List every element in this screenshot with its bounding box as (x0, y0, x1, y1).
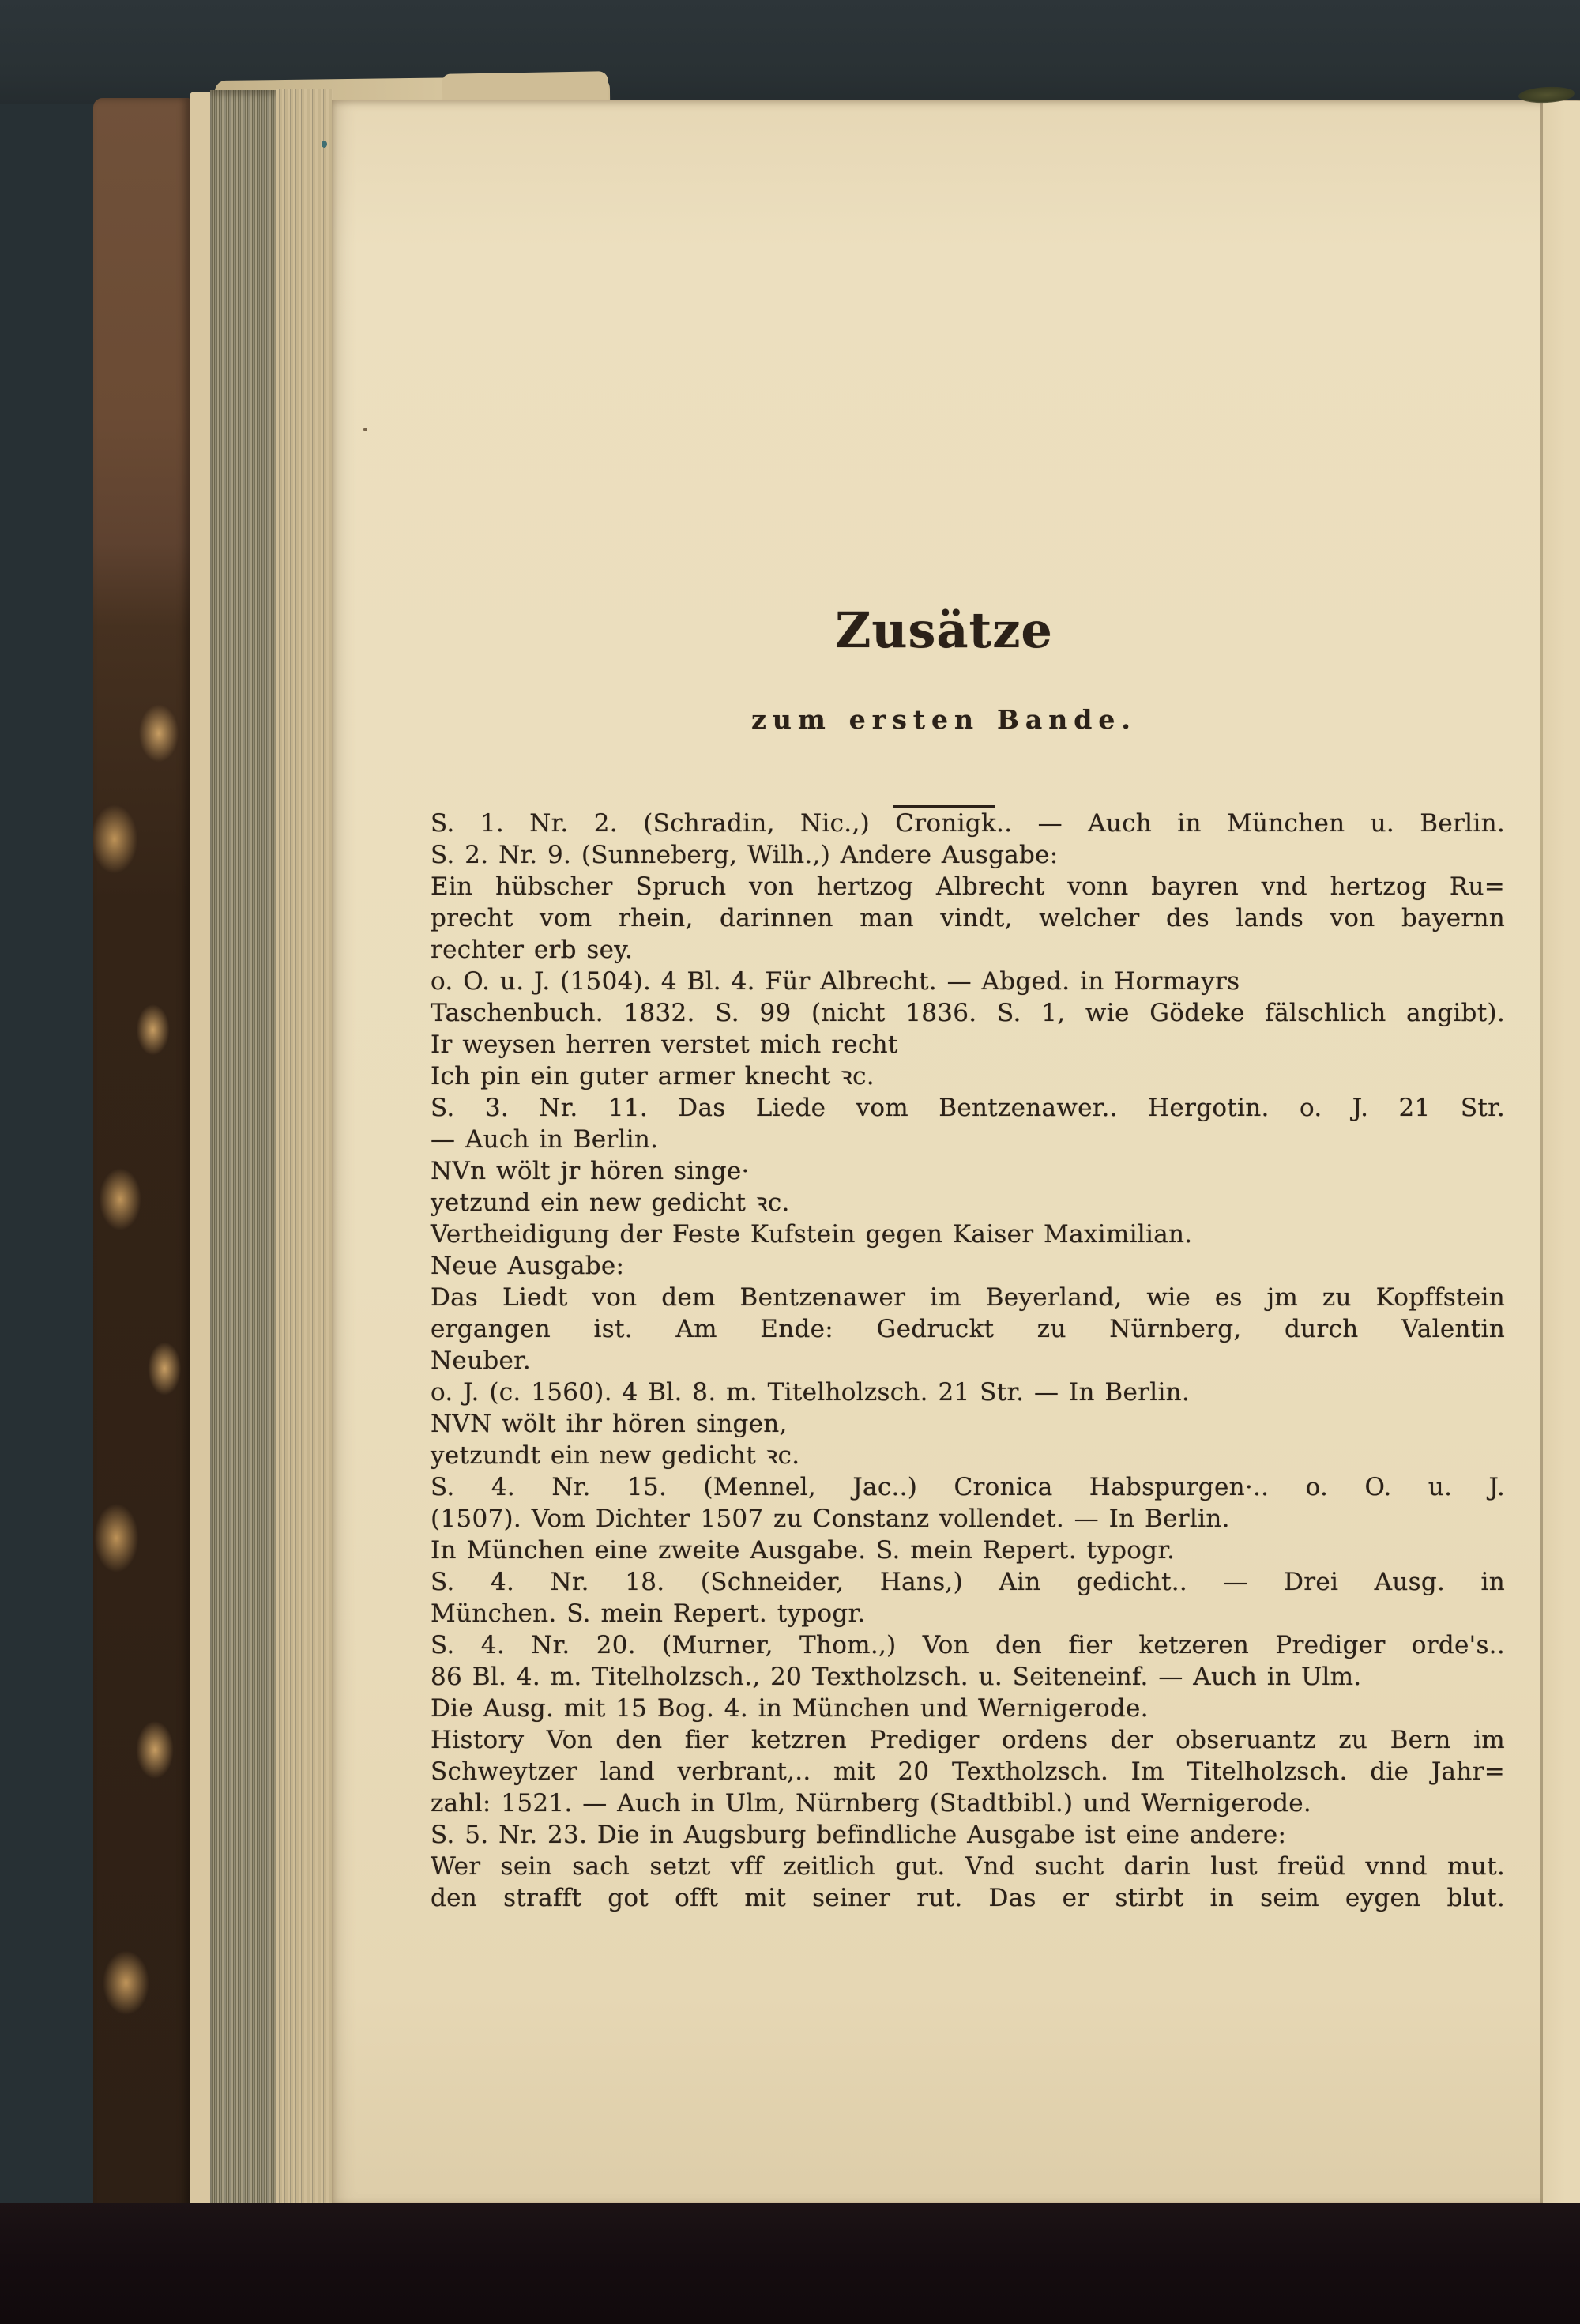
divider-rule (893, 805, 995, 808)
text-line: München. S. mein Repert. typogr. (431, 1599, 866, 1628)
verse-line: yetzund ein new gedicht ꝛc. (431, 1188, 790, 1217)
page-text (431, 593, 1505, 1914)
verse-line: yetzundt ein new gedicht ꝛc. (431, 1441, 800, 1470)
section-subtitle: zum ersten Bande. (751, 704, 1137, 735)
text-line: Neue Ausgabe: (431, 1252, 625, 1280)
page-fold-line (1540, 103, 1543, 2203)
page-edge-stack-3 (276, 89, 333, 2224)
background-bottom (0, 2203, 1580, 2324)
text-line: o. J. (c. 1560). 4 Bl. 8. m. Titelholzsch. 21 Str. — In Berlin. (431, 1378, 1191, 1407)
entry-line: S. 1. Nr. 2. (Schradin, Nic.,) Cronigk.. — Auch in München u. Berlin. (431, 809, 1505, 838)
text-line: History Von den fier ketzren Prediger ordens der obseruantz zu Bern im (431, 1726, 1505, 1754)
text-line: Schweytzer land verbrant,.. mit 20 Textholzsch. Im Titelholzsch. die Jahr= (431, 1757, 1505, 1786)
text-line: In München eine zweite Ausgabe. S. mein Repert. typogr. (431, 1536, 1176, 1565)
text-line: Wer sein sach setzt vff zeitlich gut. Vnd sucht darin lust freüd vnnd mut. (431, 1852, 1505, 1881)
text-line: Das Liedt von dem Bentzenawer im Beyerland, wie es jm zu Kopffstein (431, 1283, 1505, 1312)
entry-line: S. 5. Nr. 23. Die in Augsburg befindliche Ausgabe ist eine andere: (431, 1821, 1287, 1849)
text-line: Vertheidigung der Feste Kufstein gegen Kaiser Maximilian. (431, 1220, 1193, 1249)
entry-line: S. 4. Nr. 15. (Mennel, Jac..) Cronica Habspurgen·.. o. O. u. J. (431, 1473, 1505, 1501)
entry-line: S. 3. Nr. 11. Das Liede vom Bentzenawer.. Hergotin. o. J. 21 Str. (431, 1094, 1505, 1122)
verse-line: Ich pin ein guter armer knecht ꝛc. (431, 1062, 875, 1090)
text-line: (1507). Vom Dichter 1507 zu Constanz vollendet. — In Berlin. (431, 1505, 1230, 1533)
entry-line: S. 4. Nr. 18. (Schneider, Hans,) Ain gedicht.. — Drei Ausg. in (431, 1568, 1505, 1596)
page-speck (322, 141, 327, 148)
text-line: den strafft got offt mit seiner rut. Das er stirbt in seim eygen blut. (431, 1884, 1505, 1912)
verse-line: NVn wölt jr hören singe· (431, 1157, 750, 1185)
next-page-sliver (1543, 101, 1580, 2205)
page-speck-2 (363, 428, 367, 431)
text-line: — Auch in Berlin. (431, 1125, 659, 1154)
text-line: zahl: 1521. — Auch in Ulm, Nürnberg (Stadtbibl.) und Wernigerode. (431, 1789, 1312, 1817)
page-edge-stack-2 (210, 90, 276, 2224)
text-line: Neuber. (431, 1347, 531, 1375)
text-line: 86 Bl. 4. m. Titelholzsch., 20 Textholzsch. u. Seiteneinf. — Auch in Ulm. (431, 1663, 1362, 1691)
book-spine-marbled-board (93, 98, 190, 2216)
entry-line: S. 4. Nr. 20. (Murner, Thom.,) Von den fier ketzeren Prediger orde's.. (431, 1631, 1505, 1659)
text-line: precht vom rhein, darinnen man vindt, welcher des lands von bayernn (431, 904, 1505, 932)
entry-line: S. 2. Nr. 9. (Sunneberg, Wilh.,) Andere Ausgabe: (431, 841, 1059, 869)
section-title: Zusätze (835, 601, 1053, 659)
text-line: rechter erb sey. (431, 936, 634, 964)
text-line: Taschenbuch. 1832. S. 99 (nicht 1836. S. 1, wie Gödeke fälschlich angibt). (431, 999, 1505, 1027)
text-line: Die Ausg. mit 15 Bog. 4. in München und Wernigerode. (431, 1694, 1149, 1723)
text-line: ergangen ist. Am Ende: Gedruckt zu Nürnberg, durch Valentin (431, 1315, 1505, 1343)
page-edge-stack-1 (190, 92, 210, 2222)
text-line: Ein hübscher Spruch von hertzog Albrecht vonn bayren vnd hertzog Ru= (431, 872, 1505, 901)
text-line: o. O. u. J. (1504). 4 Bl. 4. Für Albrecht. — Abged. in Hormayrs (431, 967, 1240, 996)
verse-line: Ir weysen herren verstet mich recht (431, 1030, 898, 1059)
verse-line: NVN wölt ihr hören singen, (431, 1410, 788, 1438)
